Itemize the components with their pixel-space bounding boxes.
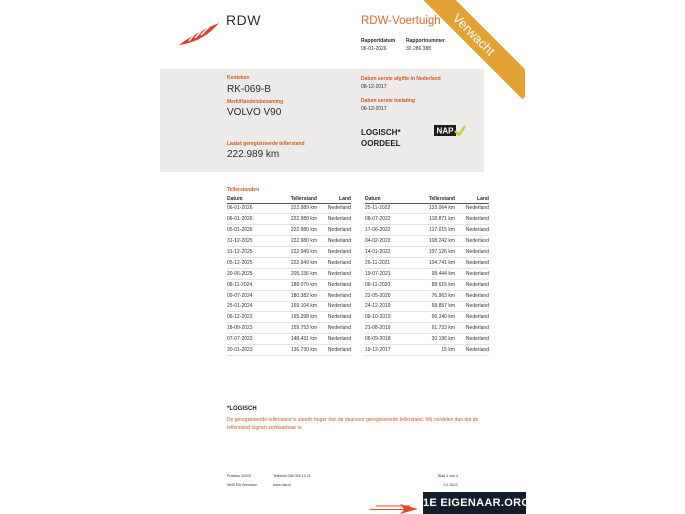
table-row [365,312,489,323]
row-date: 09-07-2024 [227,290,275,301]
nap-logo-text: NAP [436,126,454,136]
row-date: 09-10-2019 [365,312,413,323]
row-date: 06-01-2026 [227,214,275,225]
first-nl-value: 08-12-2017 [361,84,387,90]
table-row [227,312,351,323]
table-row [365,236,489,247]
footnote-text: De geregistreerde tellerstand is steeds hoger dan de daarvoor geregistreerde tellerstand. Wij oordelen dan dat de tellerstand logisch verklaarbaar is. [227,417,479,431]
table-row [365,203,489,214]
watermark-badge: 1E EIGENAAR.ORG. NL [423,492,526,514]
row-reading: 117.015 km [413,225,455,236]
table-row [365,247,489,258]
table-row [365,323,489,334]
table-row [227,214,351,225]
brand-value: VOLVO V90 [227,107,282,118]
row-date: 20-01-2023 [227,345,275,356]
ribbon-container [417,0,525,105]
first-admission-value: 06-12-2017 [361,106,387,112]
row-date: 19-12-2017 [365,345,413,356]
row-country: Nederland [317,279,351,290]
row-reading: 133.064 km [413,203,455,214]
report-date-value: 06-01-2026 [361,45,387,52]
odometer-table-left [227,195,351,356]
table-row [365,257,489,268]
table-row [227,301,351,312]
row-date: 08-11-2024 [227,279,275,290]
row-reading: 222.989 km [275,203,317,214]
row-reading: 148.431 km [275,334,317,345]
table-row [365,279,489,290]
row-country: Nederland [455,247,489,258]
row-country: Nederland [455,268,489,279]
table-row [227,247,351,258]
col-reading-header: Tellerstand [413,195,455,203]
row-country: Nederland [455,301,489,312]
row-country: Nederland [455,203,489,214]
row-reading: 165.398 km [275,312,317,323]
row-reading: 88.615 km [413,279,455,290]
table-row [365,225,489,236]
plate-label: Kenteken [227,75,250,81]
nap-logo-icon [434,124,466,138]
logo-text: RDW [226,12,261,28]
row-date: 04-02-2022 [365,236,413,247]
row-date: 05-12-2025 [227,257,275,268]
row-country: Nederland [317,312,351,323]
row-country: Nederland [317,323,351,334]
row-country: Nederland [455,257,489,268]
col-country-header: Land [455,195,489,203]
report-date-label: Rapportdatum [361,38,396,44]
table-row [365,345,489,356]
row-reading: 222.949 km [275,247,317,258]
row-date: 21-08-2019 [365,323,413,334]
row-country: Nederland [455,214,489,225]
footer-phone: Telefoon 088 008 14 41 [273,474,311,478]
table-row [227,257,351,268]
row-country: Nederland [455,290,489,301]
row-reading: 205.136 km [275,268,317,279]
table-row [227,323,351,334]
odometer-table-right [365,195,489,356]
plate-value: RK-069-B [227,84,271,95]
verdict-line-2: OORDEEL [361,139,401,148]
table-row [227,225,351,236]
badge-arrow-icon [370,501,420,514]
footer-website[interactable]: www.rdw.nl [273,482,291,487]
row-date: 25-01-2024 [227,301,275,312]
row-reading: 15 km [413,345,455,356]
table-row [227,203,351,214]
row-date: 25-11-2022 [365,203,413,214]
row-reading: 222.949 km [275,257,317,268]
row-date: 07-07-2023 [227,334,275,345]
row-country: Nederland [455,312,489,323]
row-reading: 180.382 km [275,290,317,301]
odometer-header-row [365,195,489,203]
odometer-section-title: Tellerstanden [227,187,260,193]
footer-city: 9640 RA Veendam [227,482,257,487]
table-row [227,345,351,356]
row-date: 06-09-2018 [365,334,413,345]
row-date: 14-01-2022 [365,247,413,258]
row-country: Nederland [317,236,351,247]
row-country: Nederland [317,203,351,214]
row-country: Nederland [317,345,351,356]
status-ribbon: Verwacht [417,0,525,99]
row-country: Nederland [317,214,351,225]
table-row [365,290,489,301]
row-reading: 222.980 km [275,214,317,225]
table-row [227,290,351,301]
table-row [365,268,489,279]
row-reading: 222.980 km [275,225,317,236]
row-reading: 136.730 km [275,345,317,356]
report-title: RDW-Voertuigh [361,15,441,27]
row-country: Nederland [317,290,351,301]
row-date: 19-07-2021 [365,268,413,279]
last-odometer-label: Laatst geregistreerde tellerstand [227,141,305,147]
row-reading: 159.753 km [275,323,317,334]
row-reading: 68.857 km [413,301,455,312]
row-reading: 104.741 km [413,257,455,268]
row-date: 26-11-2021 [365,257,413,268]
row-reading: 188.070 km [275,279,317,290]
odometer-header-row [227,195,351,203]
row-date: 31-12-2025 [227,236,275,247]
table-row [365,301,489,312]
col-country-header: Land [317,195,351,203]
row-date: 22-05-2020 [365,290,413,301]
row-date: 08-07-2022 [365,214,413,225]
row-date: 20-06-2025 [227,268,275,279]
row-country: Nederland [317,334,351,345]
footer-contact [273,472,311,489]
col-date-header: Datum [227,195,275,203]
row-date: 05-01-2026 [227,225,275,236]
brand-label: Merk/Handelsbenaming [227,99,284,105]
table-row [365,334,489,345]
col-date-header: Datum [365,195,413,203]
footer-version: 3.0.16/12 [442,482,458,487]
footer-page: Blad 1 van 4 [438,474,458,478]
verdict [361,127,401,149]
first-admission-label: Datum eerste toelating [361,98,415,104]
report-number-label: Rapportnummer [406,38,445,44]
row-country: Nederland [455,279,489,290]
row-reading: 107.126 km [413,247,455,258]
row-reading: 108.242 km [413,236,455,247]
table-row [227,279,351,290]
row-reading: 222.980 km [275,236,317,247]
row-country: Nederland [455,323,489,334]
row-reading: 66.340 km [413,312,455,323]
row-reading: 169.104 km [275,301,317,312]
report-date-block [361,38,395,53]
row-reading: 30.196 km [413,334,455,345]
odometer-left-body [227,203,351,355]
row-country: Nederland [317,268,351,279]
odometer-right-body [365,203,489,355]
row-reading: 76.963 km [413,290,455,301]
table-row [365,214,489,225]
row-reading: 61.733 km [413,323,455,334]
row-country: Nederland [317,247,351,258]
row-reading: 98.444 km [413,268,455,279]
table-row [227,236,351,247]
rdw-logo-icon [177,21,221,47]
row-country: Nederland [317,301,351,312]
footer-page-info [438,472,458,489]
row-country: Nederland [317,225,351,236]
row-country: Nederland [455,345,489,356]
last-odometer-value: 222.989 km [227,149,280,160]
row-date: 06-01-2026 [227,203,275,214]
footer-address [227,472,257,489]
row-country: Nederland [455,334,489,345]
row-date: 17-06-2022 [365,225,413,236]
footnote-title: *LOGISCH [227,406,257,412]
row-date: 06-11-2020 [365,279,413,290]
row-country: Nederland [455,236,489,247]
table-row [227,268,351,279]
row-date: 18-09-2023 [227,323,275,334]
row-country: Nederland [317,257,351,268]
report-number-value: 30.286.388 [406,45,432,52]
row-reading: 118.871 km [413,214,455,225]
table-row [227,334,351,345]
row-date: 24-12-2019 [365,301,413,312]
first-nl-label: Datum eerste afgifte in Nederland [361,76,441,82]
row-country: Nederland [455,225,489,236]
verdict-line-1: LOGISCH* [361,128,401,137]
footer-postbus: Postbus 30000 [227,474,251,478]
row-date: 31-12-2025 [227,247,275,258]
col-reading-header: Tellerstand [275,195,317,203]
row-date: 06-12-2023 [227,312,275,323]
